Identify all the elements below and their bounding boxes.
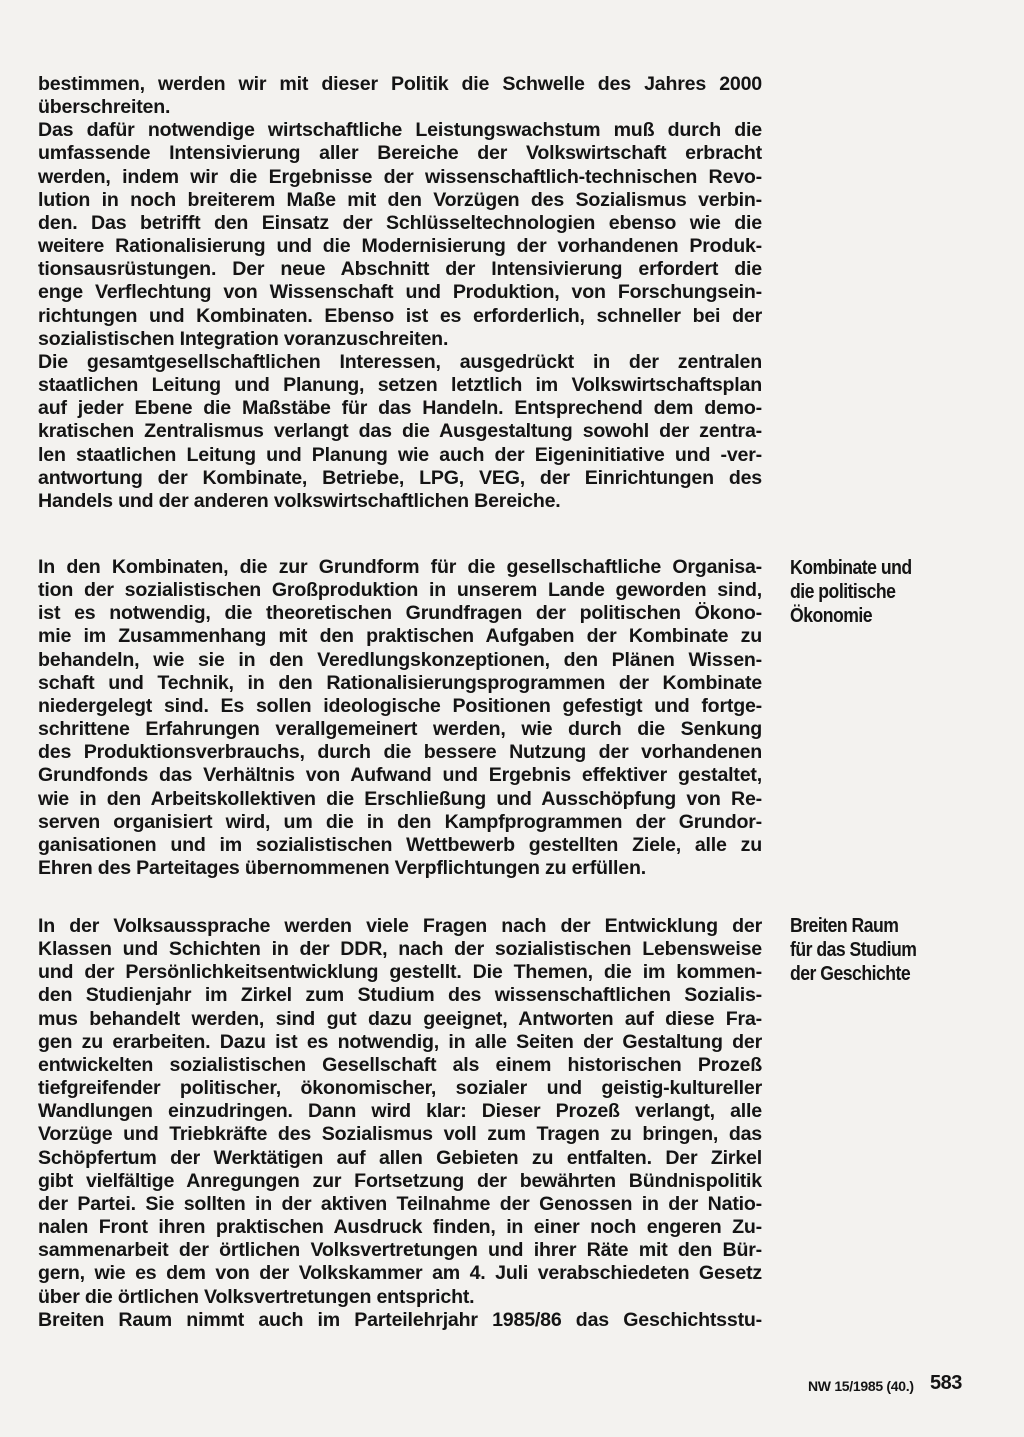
text-line: sammenarbeit der örtlichen Volksvertretungen und ihrer Räte mit den Bür- [38, 1239, 762, 1262]
text-line: Wandlungen einzudringen. Dann wird klar: Dieser Prozeß verlangt, alle [38, 1100, 762, 1123]
text-line: den Studienjahr im Zirkel zum Studium des wissenschaftlichen Sozialis- [38, 984, 762, 1007]
text-line: Ehren des Parteitages übernommenen Verpflichtungen zu erfüllen. [38, 857, 646, 880]
text-line: des Produktionsverbrauchs, durch die bessere Nutzung der vorhandenen [38, 741, 762, 764]
text-line: lution in noch breiterem Maße mit den Vorzügen des Sozialismus verbin- [38, 188, 762, 211]
text-block-budget-intensification [38, 73, 762, 513]
text-line: mus behandelt werden, sind gut dazu geeignet, Antworten auf diese Fra- [38, 1007, 762, 1030]
text-line: wie in den Arbeitskollektiven die Erschließung und Ausschöpfung von Re- [38, 787, 762, 810]
text-line: serven organisiert wird, um die in den Kampfprogrammen der Grundor- [38, 810, 762, 833]
text-line: Schöpfertum der Werktätigen auf allen Gebieten zu entfalten. Der Zirkel [38, 1146, 762, 1169]
text-line: Breiten Raum nimmt auch im Parteilehrjahr 1985/86 das Geschichtsstu- [38, 1308, 762, 1331]
margin-heading-line: die politische [790, 580, 896, 603]
text-line: Klassen und Schichten in der DDR, nach der sozialistischen Lebensweise [38, 938, 762, 961]
text-line: Grundfonds das Verhältnis von Aufwand und Ergebnis effektiver gestaltet, [38, 764, 762, 787]
margin-heading-line: für das Studium [790, 938, 917, 961]
text-line: tiefgreifender politischer, ökonomischer, sozialer und geistig-kultureller [38, 1077, 762, 1100]
text-line: der Partei. Sie sollten in der aktiven Teilnahme der Genossen in der Natio- [38, 1192, 762, 1215]
text-line: Vorzüge und Triebkräfte des Sozialismus voll zum Tragen zu bringen, das [38, 1123, 762, 1146]
text-line: len staatlichen Leitung und Planung wie auch der Eigeninitiative und -ver- [38, 443, 762, 466]
text-line: staatlichen Leitung und Planung, setzen letztlich im Volkswirtschaftsplan [38, 374, 762, 397]
text-line: nalen Front ihren praktischen Ausdruck finden, in einer noch engeren Zu- [38, 1216, 762, 1239]
text-line: gern, wie es dem von der Volkskammer am 4. Juli verabschiedeten Gesetz [38, 1262, 762, 1285]
text-block-kombinate [38, 556, 762, 880]
text-line: werden, indem wir die Ergebnisse der wissenschaftlich-technischen Revo- [38, 165, 762, 188]
text-line: und der Persönlichkeitsentwicklung gestellt. Die Themen, die im kommen- [38, 961, 762, 984]
text-line: behandeln, wie sie in den Veredlungskonzeptionen, den Plänen Wissen- [38, 648, 762, 671]
text-line: mie im Zusammenhang mit den praktischen Aufgaben der Kombinate zu [38, 625, 762, 648]
text-line: überschreiten. [38, 96, 171, 119]
text-line: ganisationen und im sozialistischen Wettbewerb gestellten Ziele, alle zu [38, 833, 762, 856]
text-line: Das dafür notwendige wirtschaftliche Leistungswachstum muß durch die [38, 119, 762, 142]
text-line: richtungen und Kombinaten. Ebenso ist es erforderlich, schneller bei der [38, 304, 762, 327]
text-line: niedergelegt sind. Es sollen ideologische Positionen gefestigt und fortge- [38, 694, 762, 717]
margin-heading-line: Breiten Raum [790, 914, 899, 937]
text-block-volksaussprache [38, 915, 762, 1332]
text-line: gen zu erarbeiten. Dazu ist es notwendig, in alle Seiten der Gestaltung der [38, 1030, 762, 1053]
text-line: auf jeder Ebene die Maßstäbe für das Handeln. Entsprechend dem demo- [38, 397, 762, 420]
text-line: umfassende Intensivierung aller Bereiche der Volkswirtschaft erbracht [38, 142, 762, 165]
margin-heading-line: Kombinate und [790, 556, 912, 579]
text-line: tion der sozialistischen Großproduktion in unserem Lande geworden sind, [38, 579, 762, 602]
text-line: In der Volksaussprache werden viele Fragen nach der Entwicklung der [38, 915, 762, 937]
issue-reference: NW 15/1985 (40.) [808, 1378, 914, 1394]
margin-heading-geschichte [790, 914, 962, 986]
text-line: ist es notwendig, die theoretischen Grundfragen der politischen Ökono- [38, 602, 762, 625]
text-line: gibt vielfältige Anregungen zur Fortsetzung der bewährten Bündnispolitik [38, 1169, 762, 1192]
text-line: bestimmen, werden wir mit dieser Politik die Schwelle des Jahres 2000 [38, 73, 762, 95]
text-line: enge Verflechtung von Wissenschaft und Produktion, von Forschungsein- [38, 281, 762, 304]
text-line: den. Das betrifft den Einsatz der Schlüsseltechnologien ebenso wie die [38, 211, 762, 234]
text-line: Die gesamtgesellschaftlichen Interessen, ausgedrückt in der zentralen [38, 350, 762, 373]
text-line: tionsausrüstungen. Der neue Abschnitt der Intensivierung erfordert die [38, 258, 762, 281]
text-line: antwortung der Kombinate, Betriebe, LPG, VEG, der Einrichtungen des [38, 466, 762, 489]
margin-heading-line: Ökonomie [790, 604, 873, 627]
text-line: entwickelten sozialistischen Gesellschaft als einem historischen Prozeß [38, 1053, 762, 1076]
page-number: 583 [930, 1372, 962, 1394]
text-line: schaft und Technik, in den Rationalisierungsprogrammen der Kombinate [38, 671, 762, 694]
text-line: schrittene Erfahrungen verallgemeinert werden, wie durch die Senkung [38, 718, 762, 741]
margin-heading-line: der Geschichte [790, 962, 911, 985]
text-line: sozialistischen Integration voranzuschreiten. [38, 327, 449, 350]
text-line: kratischen Zentralismus verlangt das die Ausgestaltung sowohl der zentra- [38, 420, 762, 443]
margin-heading-kombinate [790, 556, 962, 628]
text-line: In den Kombinaten, die zur Grundform für die gesellschaftliche Organisa- [38, 556, 762, 578]
text-line: weitere Rationalisierung und die Modernisierung der vorhandenen Produk- [38, 235, 762, 258]
text-line: Handels und der anderen volkswirtschaftlichen Bereiche. [38, 489, 561, 512]
text-line: über die örtlichen Volksvertretungen entspricht. [38, 1285, 475, 1308]
